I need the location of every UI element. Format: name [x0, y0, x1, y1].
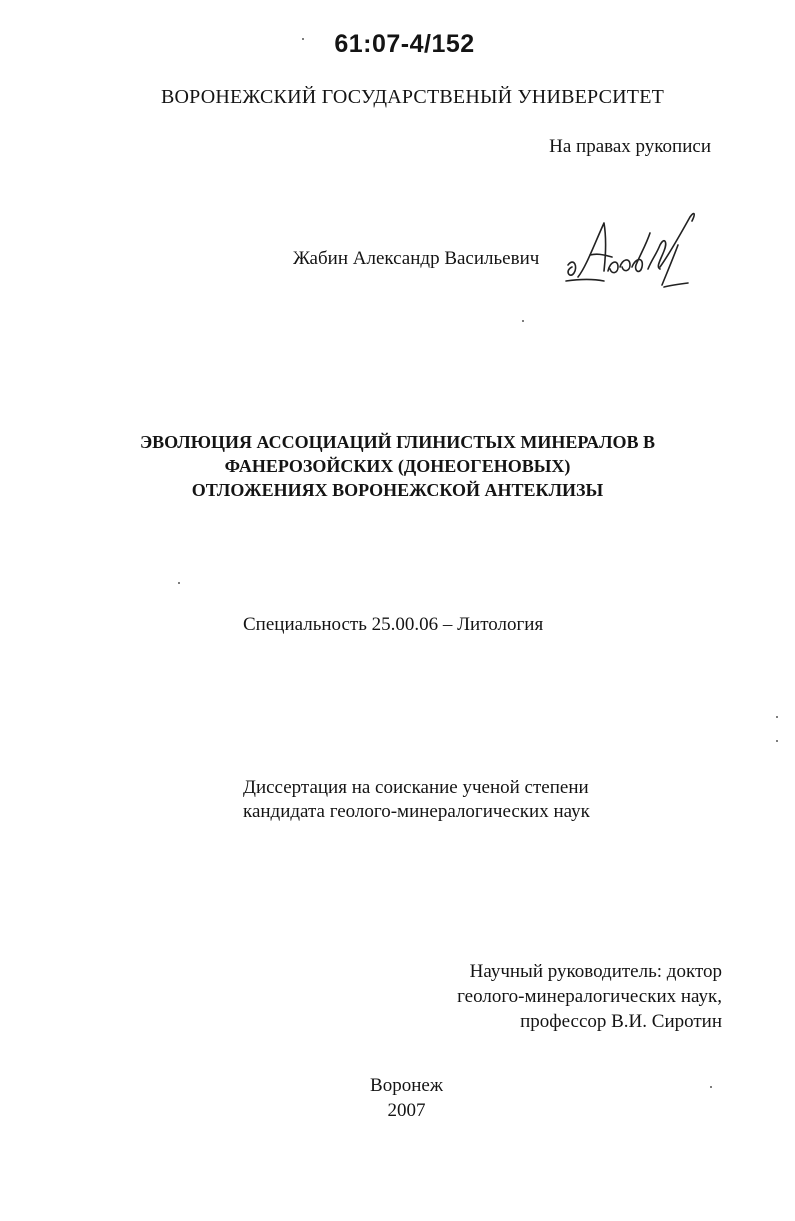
university-name: ВОРОНЕЖСКИЙ ГОСУДАРСТВЕНЫЙ УНИВЕРСИТЕТ — [160, 86, 665, 108]
supervisor-line: геолого-минералогических наук, — [457, 986, 722, 1007]
scan-speck — [178, 582, 180, 584]
dissertation-title — [0, 430, 795, 502]
city: Воронеж — [370, 1075, 443, 1096]
scan-speck — [776, 740, 778, 742]
scan-speck — [522, 320, 524, 322]
scan-speck — [776, 716, 778, 718]
scan-speck — [302, 38, 304, 40]
scan-speck — [710, 1086, 712, 1088]
specialty: Специальность 25.00.06 – Литология — [243, 614, 544, 635]
dissertation-statement — [243, 776, 590, 824]
title-line: ЭВОЛЮЦИЯ АССОЦИАЦИЙ ГЛИНИСТЫХ МИНЕРАЛОВ В — [139, 432, 656, 452]
signature-icon — [560, 205, 710, 295]
rights-notice: На правах рукописи — [549, 136, 711, 157]
title-line: ФАНЕРОЗОЙСКИХ (ДОНЕОГЕНОВЫХ) — [224, 456, 571, 476]
supervisor-line: профессор В.И. Сиротин — [520, 1011, 722, 1032]
dissertation-line: Диссертация на соискание ученой степени — [243, 777, 589, 798]
title-line: ОТЛОЖЕНИЯХ ВОРОНЕЖСКОЙ АНТЕКЛИЗЫ — [191, 480, 604, 500]
supervisor-block — [457, 959, 722, 1034]
dissertation-line: кандидата геолого-минералогических наук — [243, 801, 590, 822]
archive-code: 61:07-4/152 — [334, 30, 475, 58]
supervisor-line: Научный руководитель: доктор — [469, 961, 722, 982]
year: 2007 — [387, 1100, 426, 1121]
city-year-block — [0, 1073, 795, 1123]
author-name: Жабин Александр Васильевич — [293, 248, 540, 269]
